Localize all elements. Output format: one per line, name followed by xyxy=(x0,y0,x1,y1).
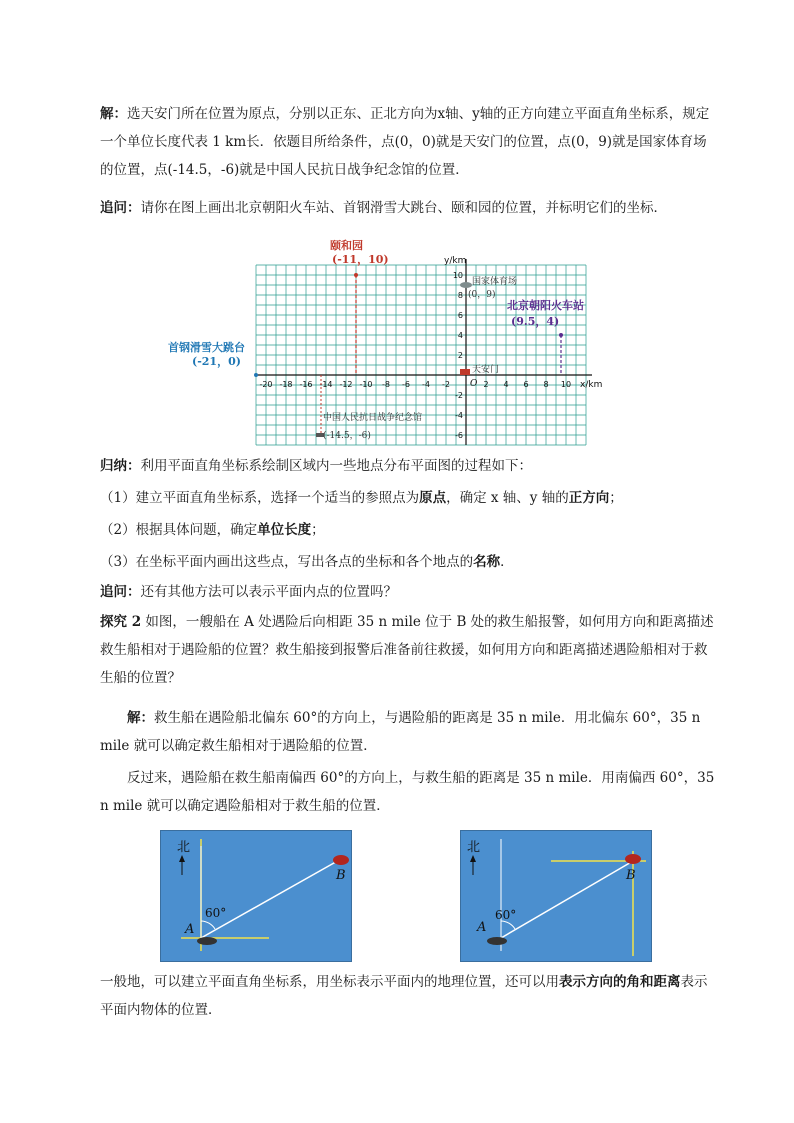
point-b-label: B xyxy=(626,868,636,883)
step-text: ． xyxy=(500,554,514,570)
coordinate-map-figure xyxy=(168,232,610,442)
followup-question-1 xyxy=(100,194,720,222)
step-number: （1） xyxy=(100,490,136,506)
y-tick-label: 8 xyxy=(457,291,463,300)
place-name-label: 北京朝阳火车站 xyxy=(507,299,584,312)
rescue-ship-icon xyxy=(333,855,349,865)
bearing-figure-right xyxy=(460,830,652,962)
place-coord-label: (9.5，4) xyxy=(511,315,560,328)
tiananmen-icon xyxy=(460,369,470,375)
distress-ship-icon xyxy=(197,937,217,945)
lead-label: 归纳： xyxy=(100,458,141,474)
step-text: 建立平面直角坐标系，选择一个适当的参照点为 xyxy=(135,490,420,506)
bearing-figure-left xyxy=(160,830,352,962)
x-tick-label: 8 xyxy=(543,380,549,389)
solution-text: 救生船在遇险船北偏东 60°的方向上，与遇险船的距离是 35 n mile．用北偏东 60°，35 n mile 就可以确定救生船相对于遇险船的位置． xyxy=(100,710,701,754)
place-name-label: 颐和园 xyxy=(330,239,363,252)
north-label: 北 xyxy=(467,840,481,855)
followup-question-2 xyxy=(100,578,720,606)
y-tick-label: -2 xyxy=(455,391,463,400)
place-coord-label: (-14.5，-6) xyxy=(323,431,371,441)
step-text: ，确定 x 轴、y 轴的 xyxy=(446,490,569,506)
lead-label: 解： xyxy=(127,710,154,726)
x-tick-label: 4 xyxy=(503,380,509,389)
stadium-icon xyxy=(460,282,472,288)
bearing-diagram xyxy=(161,831,351,961)
exploration-2-paragraph xyxy=(100,608,720,692)
step-keyword: 单位长度 xyxy=(257,522,312,538)
summary-text: 利用平面直角坐标系绘制区域内一些地点分布平面图的过程如下： xyxy=(140,458,532,474)
x-tick-label: -12 xyxy=(339,380,353,389)
summary-paragraph xyxy=(100,452,720,480)
origin-label: O xyxy=(470,379,478,389)
x-tick-label: -8 xyxy=(382,380,390,389)
step-number: （2） xyxy=(100,522,136,538)
x-tick-label: 6 xyxy=(523,380,529,389)
point-a-label: A xyxy=(185,922,195,937)
solution-text: 选天安门所在位置为原点，分别以正东、正北方向为x轴、y轴的正方向建立平面直角坐标系，规定一个单位长度代表 1 km长．依题目所给条件，点(0，0)就是天安门的位置，点(0，9)就是国家体育场的位置，点(-14.5，-6)就是中国人民抗日战争纪念馆的位置． xyxy=(100,106,710,178)
y-tick-label: 10 xyxy=(452,271,463,280)
x-tick-label: 10 xyxy=(560,380,572,389)
x-tick-label: -14 xyxy=(319,380,333,389)
conclusion-text: 表示平面内物体的位置． xyxy=(100,974,708,1018)
distress-ship-icon xyxy=(487,937,507,945)
x-tick-label: -18 xyxy=(279,380,293,389)
exploration-text: 如图，一艘船在 A 处遇险后向相距 35 n mile 位于 B 处的救生船报警，如何用方向和距离描述救生船相对于遇险船的位置？救生船接到报警后准备前往救援，如何用方向和距离描述遇险船相对于救生船的位置？ xyxy=(100,614,714,686)
step-text: 在坐标平面内画出这些点，写出各点的坐标和各个地点的 xyxy=(135,554,474,570)
lead-label: 追问： xyxy=(100,584,141,600)
place-name-label: 天安门 xyxy=(472,365,500,375)
north-label: 北 xyxy=(177,840,191,855)
step-keyword: 原点 xyxy=(419,490,447,506)
place-point xyxy=(254,373,258,377)
step-number: （3） xyxy=(100,554,136,570)
question-text: 还有其他方法可以表示平面内点的位置吗？ xyxy=(140,584,397,600)
place-point xyxy=(354,273,358,277)
x-tick-label: -16 xyxy=(299,380,313,389)
x-tick-label: -20 xyxy=(259,380,273,389)
place-coord-label: (0，9) xyxy=(468,290,496,300)
solution-paragraph-2 xyxy=(100,704,720,760)
question-text: 请你在图上画出北京朝阳火车站、首钢滑雪大跳台、颐和园的位置，并标明它们的坐标． xyxy=(140,200,667,216)
conclusion-keyword: 表示方向的角和距离 xyxy=(559,974,681,990)
lead-label: 追问： xyxy=(100,200,141,216)
step-keyword: 名称 xyxy=(473,554,501,570)
angle-label: 60° xyxy=(205,906,227,920)
solution-paragraph xyxy=(100,100,720,184)
lead-label: 探究 2 xyxy=(100,614,142,630)
y-tick-label: 6 xyxy=(457,311,463,320)
place-coord-label: (-21，0) xyxy=(192,355,241,368)
step-keyword: 正方向 xyxy=(568,490,610,506)
step-3 xyxy=(100,548,720,576)
coordinate-grid xyxy=(168,232,610,442)
reverse-text: 反过来，遇险船在救生船南偏西 60°的方向上，与救生船的距离是 35 n mile．用南偏西 60°，35 n mile 就可以确定遇险船相对于救生船的位置． xyxy=(100,770,715,814)
x-tick-label: -10 xyxy=(359,380,373,389)
point-a-label: A xyxy=(477,920,487,935)
bearing-diagram xyxy=(461,831,651,961)
x-tick-label: -2 xyxy=(442,380,450,389)
point-b-label: B xyxy=(336,868,346,883)
angle-label: 60° xyxy=(495,908,517,922)
x-tick-label: -4 xyxy=(422,380,430,389)
y-tick-label: 4 xyxy=(457,331,463,340)
place-name-label: 中国人民抗日战争纪念馆 xyxy=(323,413,423,423)
conclusion-text: 一般地，可以建立平面直角坐标系，用坐标表示平面内的地理位置，还可以用 xyxy=(100,974,559,990)
place-name-label: 首钢滑雪大跳台 xyxy=(168,341,245,354)
step-text: 根据具体问题，确定 xyxy=(135,522,258,538)
x-axis-label: x/km xyxy=(580,380,603,390)
place-point xyxy=(559,333,563,337)
step-text: ； xyxy=(311,522,325,538)
step-text: ； xyxy=(609,490,623,506)
rescue-ship-icon xyxy=(625,854,641,864)
place-coord-label: (-11，10) xyxy=(332,253,389,266)
step-1 xyxy=(100,484,720,512)
y-tick-label: 2 xyxy=(457,351,463,360)
step-2 xyxy=(100,516,720,544)
lead-label: 解： xyxy=(100,106,127,122)
x-tick-label: 2 xyxy=(483,380,489,389)
place-name-label: 国家体育场 xyxy=(472,277,518,287)
reverse-paragraph xyxy=(100,764,720,820)
y-axis-label: y/km xyxy=(444,256,467,266)
y-tick-label: -4 xyxy=(455,411,463,420)
x-tick-label: -6 xyxy=(402,380,410,389)
y-tick-label: -6 xyxy=(455,431,463,440)
conclusion-paragraph xyxy=(100,968,720,1024)
